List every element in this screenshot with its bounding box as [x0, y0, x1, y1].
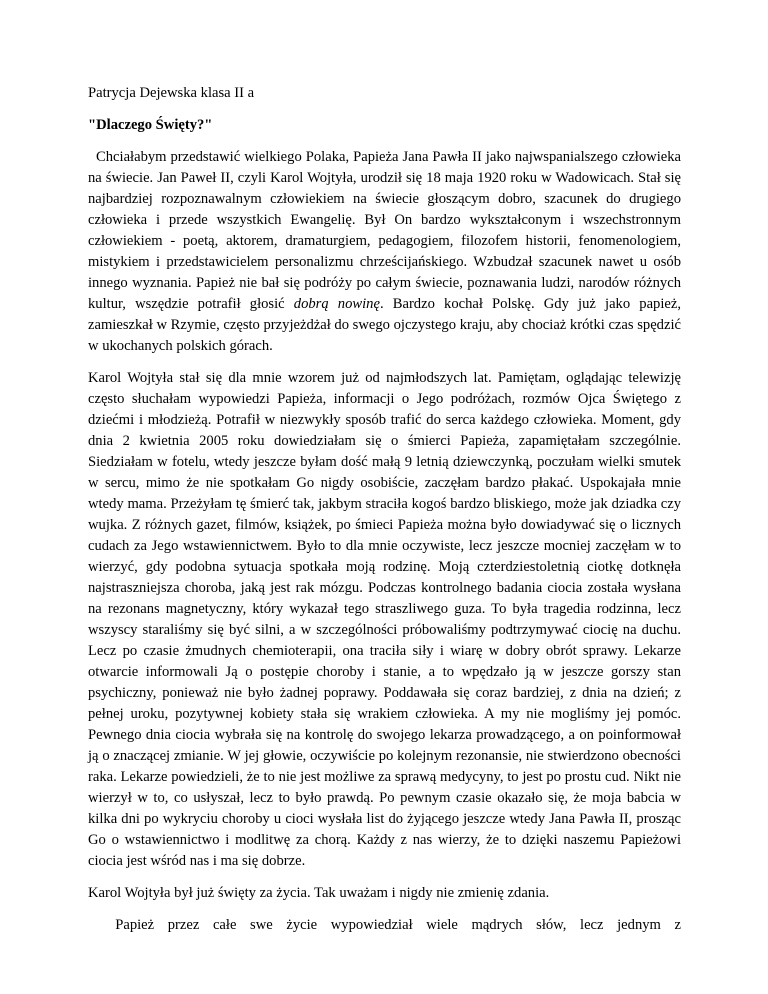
document-page: [88, 83, 681, 936]
paragraph-quote-start: Papież przez całe swe życie wypowiedział wiele mądrych słów, lecz jednym z: [115, 917, 681, 933]
author-line: Patrycja Dejewska klasa II a: [88, 85, 255, 101]
paragraph-intro-text-b: . Bardzo kochał Polskę. Gdy już jako papież, zamieszkał w Rzymie, często przyjeżdżał do swego ojczystego kraju, aby chociaż krótki czas spędzić w ukochanych polskich górach.: [88, 296, 682, 354]
paragraph-intro-text-a: Chciałabym przedstawić wielkiego Polaka, Papieża Jana Pawła II jako najwspanialszego człowieka na świecie. Jan Paweł II, czyli Karol Wojtyła, urodził się 18 maja 1920 roku w Wadowicach. Stał się najbardziej rozpoznawalnym człowiekiem na świecie głoszącym dobro, szacunek do drugiego człowieka i przede wszystkich Ewangelię. Był On bardzo wykształconym i wszechstronnym człowiekiem - poetą, aktorem, dramaturgiem, pedagogiem, filozofem historii, fenomenologiem, mistykiem i przedstawicielem personalizmu chrześcijańskiego. Wzbudzał szacunek nawet u osób innego wyznania. Papież nie bał się podróży po całym świecie, poznawania ludzi, narodów różnych kultur, wszędzie potrafił głosić: [88, 149, 682, 312]
paragraph-memories: Karol Wojtyła stał się dla mnie wzorem już od najmłodszych lat. Pamiętam, oglądając telewizję często słuchałam wypowiedzi Papieża, informacji o Jego podróżach, rozmów Ojca Świętego z dziećmi i młodzieżą. Potrafił w niezwykły sposób trafić do serca każdego człowieka. Moment, gdy dnia 2 kwietnia 2005 roku dowiedziałam się o śmierci Papieża, zapamiętałam szczególnie. Siedziałam w fotelu, wtedy jeszcze byłam dość małą 9 letnią dziewczynką, poczułam wielki smutek w sercu, mimo że nie spotkałam Go nigdy osobiście, zaczęłam bardzo płakać. Uspokajała mnie wtedy mama. Przeżyłam tę śmierć tak, jakbym straciła kogoś bardzo bliskiego, może jak dziadka czy wujka. Z różnych gazet, filmów, książek, po śmieci Papieża można było dowiadywać się o licznych cudach za Jego wstawiennictwem. Było to dla mnie oczywiste, lecz jeszcze mocniej zaczęłam w to wierzyć, gdy podobna sytuacja spotkała moją rodzinę. Moją czterdziestoletnią ciotkę dotknęła najstraszniejsza choroba, jaką jest rak mózgu. Podczas kontrolnego badania ciocia została wysłana na rezonans magnetyczny, który wykazał tego straszliwego guza. To była tragedia rodzinna, lecz wszyscy staraliśmy się być silni, a w szczególności próbowaliśmy podtrzymywać ciocię na duchu. Lecz po czasie żmudnych chemioterapii, ona traciła siły i wiarę w dobry obrót sprawy. Lekarze otwarcie informowali Ją o postępie choroby i stanie, a to wpędzało ją w jeszcze gorszy stan psychiczny, ponieważ nie było żadnej poprawy. Poddawała się coraz bardziej, z dnia na dzień; z pełnej uroku, pozytywnej kobiety stała się wrakiem człowieka. A my nie mogliśmy jej pomóc. Pewnego dnia ciocia wybrała się na kontrolę do swojego lekarza prowadzącego, a on poinformował ją o znaczącej zmianie. W jej głowie, oczywiście po kolejnym rezonansie, nie stwierdzono obecności raka. Lekarze powiedzieli, że to nie jest możliwe za sprawą medycyny, to jest po prostu cud. Nikt nie wierzył w to, co usłyszał, lecz to było prawdą. Po pewnym czasie okazało się, że moja babcia w kilka dni po wykryciu choroby u cioci wysłała list do żyjącego jeszcze wtedy Jana Pawła II, prosząc Go o wstawiennictwo i modlitwę za chorą. Każdy z nas wierzy, że to dzięki naszemu Papieżowi ciocia jest wśród nas i ma się dobrze.: [88, 370, 681, 869]
paragraph-intro: [88, 147, 681, 357]
paragraph-intro-emphasis: dobrą nowinę: [293, 296, 380, 312]
document-title: "Dlaczego Święty?": [88, 117, 213, 133]
paragraph-saint: Karol Wojtyła był już święty za życia. Tak uważam i nigdy nie zmienię zdania.: [88, 885, 550, 901]
